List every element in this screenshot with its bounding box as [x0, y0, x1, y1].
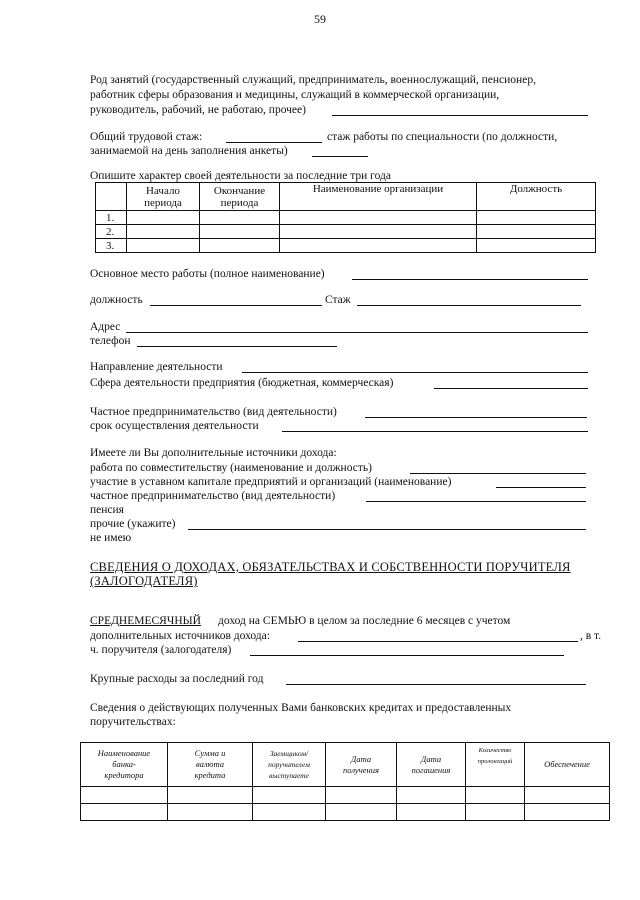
credit-cell[interactable] — [525, 804, 610, 821]
credit-header-bank: Наименование банка- кредитора — [81, 743, 168, 787]
other-income-label: прочие (укажите) — [90, 518, 176, 530]
credit-cell[interactable] — [326, 804, 397, 821]
private-business-label: Частное предпринимательство (вид деятельности) — [90, 406, 337, 418]
sphere-field[interactable] — [434, 388, 588, 389]
activity-cell[interactable] — [127, 225, 200, 239]
credit-header-prolongations: Количество пролонгаций — [466, 743, 525, 787]
credit-cell[interactable] — [466, 787, 525, 804]
phone-label: телефон — [90, 335, 131, 347]
credit-cell[interactable] — [168, 787, 253, 804]
family-income-line-2: дополнительных источников дохода: — [90, 630, 270, 642]
main-workplace-field[interactable] — [352, 279, 588, 280]
expenses-field[interactable] — [286, 684, 586, 685]
monthly-word: СРЕДНЕМЕСЯЧНЫЙ — [90, 615, 201, 627]
family-income-line-3: ч. поручителя (залогодателя) — [90, 644, 232, 656]
credit-cell[interactable] — [81, 804, 168, 821]
credit-cell[interactable] — [253, 804, 326, 821]
phone-field[interactable] — [137, 346, 337, 347]
private-income-label: частное предпринимательство (вид деятельности) — [90, 490, 336, 502]
guarantor-income-field[interactable] — [250, 655, 564, 656]
position-label: должность — [90, 294, 143, 306]
activity-header-end: Окончание периода — [200, 183, 280, 211]
credits-info-line-1: Сведения о действующих полученных Вами банковских кредитах и предоставленных — [90, 702, 512, 714]
activity-header-num — [96, 183, 127, 211]
position-field[interactable] — [150, 305, 322, 306]
activity-header-position: Должность — [477, 183, 596, 211]
part-time-label: работа по совместительству (наименование и должность) — [90, 462, 372, 474]
total-experience-field[interactable] — [226, 142, 322, 143]
family-income-line-2-end: , в т. — [580, 630, 602, 642]
family-income-field[interactable] — [298, 641, 578, 642]
section-title-line-2: (ЗАЛОГОДАТЕЛЯ) — [90, 574, 198, 588]
activity-cell[interactable] — [127, 211, 200, 225]
no-income-label: не имею — [90, 532, 132, 544]
equity-label: участие в уставном капитале предприятий и организаций (наименование) — [90, 476, 452, 488]
activity-cell[interactable] — [477, 239, 596, 253]
occupation-line-3: руководитель, рабочий, не работаю, прочее) — [90, 104, 306, 116]
page-number: 59 — [314, 12, 326, 26]
activity-cell[interactable] — [200, 225, 280, 239]
tenure-field[interactable] — [357, 305, 581, 306]
business-term-label: срок осуществления деятельности — [90, 420, 259, 432]
credits-info-line-2: поручительствах: — [90, 716, 176, 728]
part-time-field[interactable] — [410, 473, 586, 474]
other-income-field[interactable] — [188, 529, 586, 530]
activity-header-org: Наименование организации — [280, 183, 477, 211]
pension-label: пенсия — [90, 504, 124, 516]
activity-cell[interactable] — [477, 211, 596, 225]
address-field[interactable] — [126, 332, 588, 333]
credit-header-collateral: Обеспечение — [525, 743, 610, 787]
activity-row-num: 2. — [96, 225, 127, 239]
credit-cell[interactable] — [253, 787, 326, 804]
equity-field[interactable] — [496, 487, 586, 488]
credit-cell[interactable] — [81, 787, 168, 804]
occupation-line-2: работник сферы образования и медицины, служащий в коммерческой организации, — [90, 89, 500, 101]
occupation-line-1: Род занятий (государственный служащий, предприниматель, военнослужащий, пенсионер, — [90, 74, 536, 86]
family-income-line-1: доход на СЕМЬЮ в целом за последние 6 месяцев с учетом — [218, 615, 511, 627]
activity-row-num: 1. — [96, 211, 127, 225]
credit-cell[interactable] — [326, 787, 397, 804]
additional-income-question: Имеете ли Вы дополнительные источники дохода: — [90, 447, 337, 459]
specialty-experience-line-2: занимаемой на день заполнения анкеты) — [90, 145, 288, 157]
total-experience-label: Общий трудовой стаж: — [90, 131, 203, 143]
section-title-line-1: СВЕДЕНИЯ О ДОХОДАХ, ОБЯЗАТЕЛЬСТВАХ И СОБСТВЕННОСТИ ПОРУЧИТЕЛЯ — [90, 560, 571, 574]
credit-header-date-received: Дата получения — [326, 743, 397, 787]
specialty-experience-field[interactable] — [312, 156, 368, 157]
credit-header-date-repaid: Дата погашения — [397, 743, 466, 787]
activity-cell[interactable] — [477, 225, 596, 239]
credit-table — [80, 742, 610, 821]
activity-header-start: Начало периода — [127, 183, 200, 211]
direction-label: Направление деятельности — [90, 361, 223, 373]
occupation-field[interactable] — [332, 115, 588, 116]
business-term-field[interactable] — [282, 431, 588, 432]
activity-row-num: 3. — [96, 239, 127, 253]
activity-table-caption: Опишите характер своей деятельности за последние три года — [90, 170, 391, 182]
credit-cell[interactable] — [466, 804, 525, 821]
main-workplace-label: Основное место работы (полное наименование) — [90, 268, 325, 280]
activity-cell[interactable] — [127, 239, 200, 253]
private-business-field[interactable] — [365, 417, 587, 418]
tenure-label: Стаж — [325, 294, 351, 306]
credit-cell[interactable] — [168, 804, 253, 821]
sphere-label: Сфера деятельности предприятия (бюджетная, коммерческая) — [90, 377, 394, 389]
activity-cell[interactable] — [280, 211, 477, 225]
activity-table — [95, 182, 596, 253]
credit-header-role: Заемщиком/ поручителем выступаете — [253, 743, 326, 787]
activity-cell[interactable] — [200, 239, 280, 253]
activity-cell[interactable] — [200, 211, 280, 225]
direction-field[interactable] — [242, 372, 588, 373]
credit-cell[interactable] — [397, 787, 466, 804]
expenses-label: Крупные расходы за последний год — [90, 673, 264, 685]
activity-cell[interactable] — [280, 239, 477, 253]
private-income-field[interactable] — [366, 501, 586, 502]
activity-cell[interactable] — [280, 225, 477, 239]
address-label: Адрес — [90, 321, 121, 333]
credit-cell[interactable] — [397, 804, 466, 821]
credit-header-amount: Сумма и валюта кредита — [168, 743, 253, 787]
specialty-experience-label: стаж работы по специальности (по должности, — [327, 131, 558, 143]
credit-cell[interactable] — [525, 787, 610, 804]
